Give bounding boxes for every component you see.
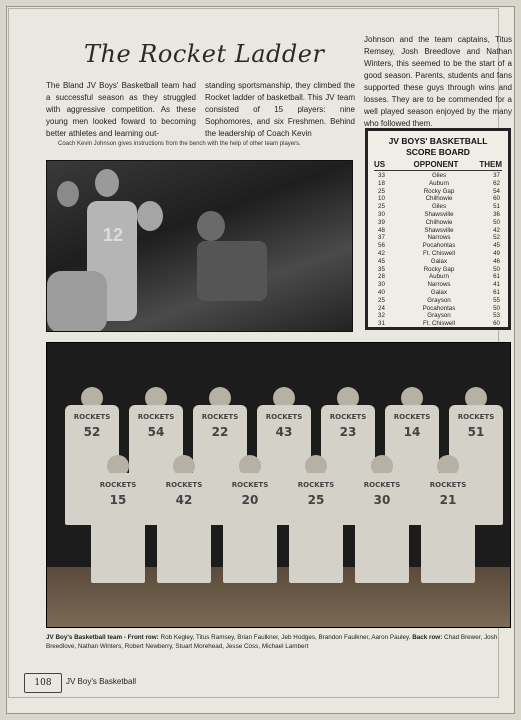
caption-front-row: Rob Kegley, Titus Ramsey, Brian Faulkner, Jeb Hodges, Brandon Faulkner, Aaron Pauley. — [158, 634, 413, 641]
score-row — [378, 227, 500, 235]
score-row — [378, 297, 500, 305]
jersey-number: 22 — [211, 425, 229, 439]
header-them: THEM — [479, 160, 502, 169]
score-row — [378, 312, 500, 320]
score-them: 51 — [493, 203, 500, 211]
score-opponent: Shawsville — [424, 210, 454, 218]
score-opponent: Grayson — [427, 312, 451, 320]
score-us: 30 — [378, 210, 385, 218]
page-title: The Rocket Ladder — [84, 40, 325, 68]
score-them: 60 — [493, 320, 500, 328]
score-row — [378, 250, 500, 258]
score-row — [378, 281, 500, 289]
header-opponent: OPPONENT — [413, 160, 459, 169]
score-opponent: Narrows — [427, 281, 451, 289]
score-them: 52 — [493, 234, 500, 242]
score-opponent: Pocahontas — [422, 304, 456, 312]
score-us: 18 — [378, 179, 385, 187]
jersey-text: ROCKETS — [297, 481, 335, 489]
jersey-number: 52 — [83, 425, 101, 439]
score-opponent: Pocahontas — [422, 242, 456, 250]
score-them: 61 — [493, 288, 500, 296]
jersey-number: 42 — [175, 493, 193, 507]
score-row — [378, 195, 500, 203]
jersey-text: ROCKETS — [329, 413, 367, 421]
score-opponent: Giles — [431, 172, 447, 179]
player-jersey — [355, 473, 409, 583]
jersey-text: ROCKETS — [137, 413, 175, 421]
score-them: 36 — [493, 210, 500, 218]
score-board — [365, 128, 511, 330]
score-us: 32 — [378, 312, 385, 320]
score-them: 55 — [493, 296, 500, 304]
player-jersey — [289, 473, 343, 583]
jersey-text: ROCKETS — [99, 481, 137, 489]
score-opponent: Galax — [430, 288, 448, 296]
score-them: 49 — [493, 249, 500, 257]
score-us: 39 — [378, 218, 385, 226]
jersey-number: 25 — [307, 493, 325, 507]
body-column-3: Johnson and the team captains, Titus Remsey, Josh Breedlove and Nathan Winters, this seemed to be the start of a good season. Parents, students and fans supported these guys through wins and losses. They are to be commended for a well played season enjoyed by the many who followed them. — [364, 35, 512, 128]
body-column-1: The Bland JV Boys' Basketball team had a successful season as they struggled with aggressive competition. As these young men looked foward to becoming better athletes and learning out- — [46, 81, 196, 138]
score-row — [378, 188, 500, 196]
score-row — [378, 242, 500, 250]
score-row — [378, 211, 500, 219]
score-them: 42 — [493, 226, 500, 234]
jersey-number: 20 — [241, 493, 259, 507]
score-row — [378, 273, 500, 281]
score-them: 45 — [493, 242, 500, 250]
score-them: 54 — [493, 187, 500, 195]
player-jersey — [223, 473, 277, 583]
jersey-number: 15 — [109, 493, 127, 507]
jersey-text: ROCKETS — [457, 413, 495, 421]
score-us: 45 — [378, 257, 385, 265]
coach-photo-caption: Coach Kevin Johnson gives instructions from the bench with the help of other team players. — [58, 141, 301, 147]
jersey-number: 54 — [147, 425, 165, 439]
page-number: 108 — [24, 673, 62, 693]
jersey-text: ROCKETS — [73, 413, 111, 421]
jersey-text: ROCKETS — [393, 413, 431, 421]
score-us: 31 — [378, 320, 385, 328]
score-opponent: Giles — [431, 203, 447, 211]
jersey-text: ROCKETS — [363, 481, 401, 489]
score-row — [378, 203, 500, 211]
score-board-title-1: JV BOYS' BASKETBALL — [388, 136, 488, 146]
score-opponent: Auburn — [429, 273, 449, 281]
score-opponent: Rocky Gap — [423, 265, 455, 273]
score-them: 61 — [493, 273, 500, 281]
score-opponent: Ft. Chiswell — [423, 320, 455, 328]
caption-lead: JV Boy's Basketball team - Front row: — [46, 634, 159, 641]
score-opponent: Auburn — [429, 179, 449, 187]
score-us: 24 — [378, 304, 385, 312]
score-opponent: Narrows — [427, 234, 451, 242]
score-opponent: Ft. Chiswell — [423, 249, 455, 257]
body-column-2: standing sportsmanship, they climbed the Rocket ladder of basketball. This JV team consisted of 15 players: nine Sophomores, and six Freshmen. Behind the leadership of Coach Kevin — [205, 81, 355, 138]
player-jersey — [157, 473, 211, 583]
score-row — [378, 180, 500, 188]
caption-back-row: Chad Brewer, Josh Breedlove, Nathan Winters, Robert Newberry, Stuart Morehead, Jesse Coss, Michael Lambert — [46, 634, 498, 650]
player-jersey — [91, 473, 145, 583]
score-us: 48 — [378, 226, 385, 234]
caption-back-label: Back row: — [412, 634, 443, 641]
score-row — [378, 320, 500, 328]
score-us: 33 — [378, 172, 385, 179]
team-photo — [46, 342, 511, 628]
team-photo-caption — [46, 633, 512, 651]
score-us: 25 — [378, 187, 385, 195]
jersey-number: 21 — [439, 493, 457, 507]
score-them: 62 — [493, 179, 500, 187]
score-opponent: Grayson — [427, 296, 451, 304]
score-us: 35 — [378, 265, 385, 273]
score-us: 25 — [378, 296, 385, 304]
score-row — [378, 258, 500, 266]
score-board-rows — [368, 172, 508, 328]
score-us: 10 — [378, 195, 385, 203]
score-them: 46 — [493, 257, 500, 265]
score-them: 37 — [493, 172, 500, 179]
score-row — [378, 305, 500, 313]
score-row — [378, 289, 500, 297]
score-board-title-2: SCORE BOARD — [406, 147, 470, 157]
score-row — [378, 234, 500, 242]
score-them: 50 — [493, 218, 500, 226]
score-row — [378, 219, 500, 227]
score-opponent: Chilhowie — [425, 195, 453, 203]
score-them: 50 — [493, 304, 500, 312]
score-us: 56 — [378, 242, 385, 250]
score-row — [378, 172, 500, 180]
score-opponent: Rocky Gap — [423, 187, 455, 195]
score-us: 30 — [378, 281, 385, 289]
score-opponent: Shawsville — [424, 226, 454, 234]
score-row — [378, 266, 500, 274]
jersey-text: ROCKETS — [429, 481, 467, 489]
score-opponent: Galax — [430, 257, 448, 265]
score-us: 25 — [378, 203, 385, 211]
jersey-text: ROCKETS — [265, 413, 303, 421]
score-board-header — [374, 160, 502, 171]
jersey-text: ROCKETS — [201, 413, 239, 421]
jersey-text: ROCKETS — [165, 481, 203, 489]
jersey-number: 23 — [339, 425, 357, 439]
header-us: US — [374, 160, 386, 169]
jersey-number: 51 — [467, 425, 485, 439]
jersey-text: ROCKETS — [231, 481, 269, 489]
jersey-number: 43 — [275, 425, 293, 439]
coach-bench-photo: 12 — [46, 160, 353, 332]
jersey-number: 14 — [403, 425, 421, 439]
score-opponent: Chilhowie — [425, 218, 453, 226]
score-us: 37 — [378, 234, 385, 242]
score-us: 42 — [378, 249, 385, 257]
score-them: 53 — [493, 312, 500, 320]
score-us: 28 — [378, 273, 385, 281]
score-them: 50 — [493, 265, 500, 273]
jersey-number: 30 — [373, 493, 391, 507]
section-name: JV Boy's Basketball — [66, 677, 137, 686]
score-them: 60 — [493, 195, 500, 203]
player-jersey — [421, 473, 475, 583]
score-us: 40 — [378, 288, 385, 296]
score-them: 41 — [493, 281, 500, 289]
